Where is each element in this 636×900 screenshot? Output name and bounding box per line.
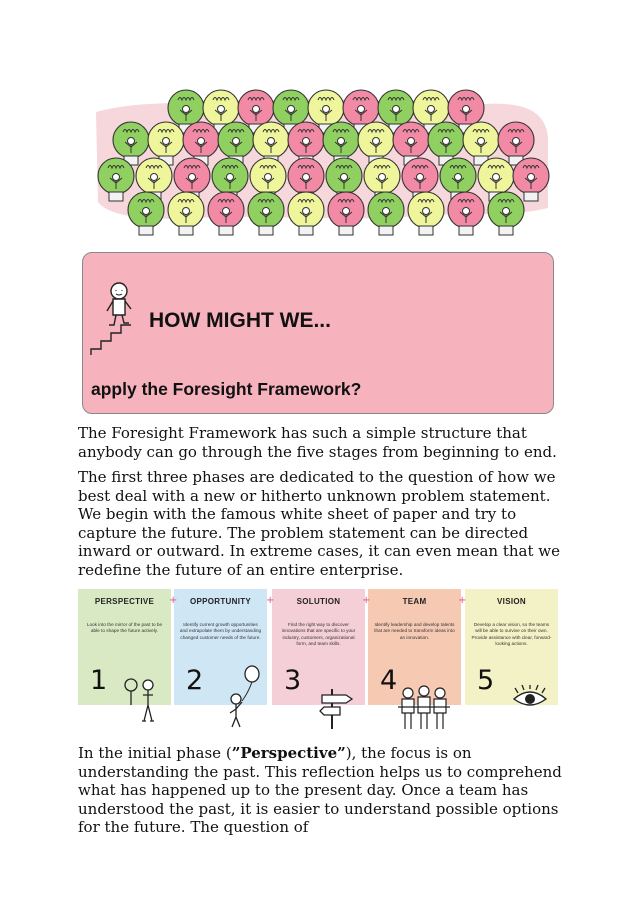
magnifier-person-icon bbox=[122, 675, 162, 725]
five-stages-infographic bbox=[78, 589, 562, 731]
lightbulb-icon bbox=[448, 192, 484, 235]
stage-title: TEAM bbox=[402, 597, 427, 606]
eye-icon bbox=[510, 685, 550, 711]
lightbulb-crowd-illustration bbox=[86, 78, 556, 246]
stage-description: Identify current growth opportunities and extrapolate them by understanding changed customer needs of the future. bbox=[179, 622, 262, 640]
page-heading: HOW MIGHT WE... bbox=[149, 309, 331, 332]
title-box bbox=[82, 252, 554, 414]
perspective-term: ”Perspective” bbox=[231, 744, 346, 762]
stage-description: Develop a clear vision, so the teams will be able to survive on their own. Provide assistance with clear, forward-looking actions. bbox=[471, 622, 552, 646]
lightbulb-icon bbox=[368, 192, 404, 235]
lightbulb-icon bbox=[168, 192, 204, 235]
stage-number: 3 bbox=[284, 665, 302, 696]
plus-mark: + bbox=[169, 595, 178, 606]
balloon-person-icon bbox=[222, 665, 266, 729]
phases-paragraph: The first three phases are dedicated to the question of how we best deal with a new or hitherto unknown problem statement. We begin with the famous white sheet of paper and try to capture the future. The problem statement can be directed inward or outward. In extreme cases, it can even mean that we redefine the future of an entire enterprise. bbox=[78, 468, 560, 579]
perspective-paragraph-rest: ), the focus is on understanding the past. This reflection helps us to comprehend what has happened up to the present day. Once a team has understood the past, it is easier to understand possible options for the future. The question of bbox=[78, 744, 562, 836]
lightbulb-icon bbox=[408, 192, 444, 235]
stage-title: OPPORTUNITY bbox=[189, 597, 252, 606]
plus-mark: + bbox=[458, 595, 467, 606]
page-subheading: apply the Foresight Framework? bbox=[91, 379, 362, 399]
stage-number: 5 bbox=[477, 665, 495, 696]
lightbulb-icon bbox=[328, 192, 364, 235]
stage-description: Find the right way to discover innovations that are specific to your industry, customers, organizational form, and team skills. bbox=[281, 622, 356, 646]
plus-mark: + bbox=[266, 595, 275, 606]
stage-description: Look into the mirror of the past to be able to shape the future actively. bbox=[86, 622, 163, 634]
lightbulb-icon bbox=[208, 192, 244, 235]
lightbulb-icon bbox=[488, 192, 524, 235]
team-icon bbox=[396, 685, 452, 731]
stairs-climber-icon bbox=[89, 279, 147, 357]
perspective-paragraph-start: In the initial phase ( bbox=[78, 744, 232, 762]
signpost-icon bbox=[318, 687, 358, 731]
lightbulb-icon bbox=[128, 192, 164, 235]
perspective-paragraph bbox=[78, 744, 562, 837]
stage-number: 2 bbox=[186, 665, 204, 696]
lightbulb-icon bbox=[248, 192, 284, 235]
stage-description: Identify leadership and develop talents that are needed to transform ideas into an innovation. bbox=[374, 622, 455, 640]
stage-title: VISION bbox=[497, 597, 526, 606]
intro-paragraph: The Foresight Framework has such a simple structure that anybody can go through the five stages from beginning to end. bbox=[78, 424, 557, 461]
stage-number: 1 bbox=[90, 665, 108, 696]
lightbulb-icon bbox=[288, 192, 324, 235]
plus-mark: + bbox=[362, 595, 371, 606]
stage-title: SOLUTION bbox=[296, 597, 341, 606]
stage-title: PERSPECTIVE bbox=[94, 597, 155, 606]
stage-number: 4 bbox=[380, 665, 398, 696]
